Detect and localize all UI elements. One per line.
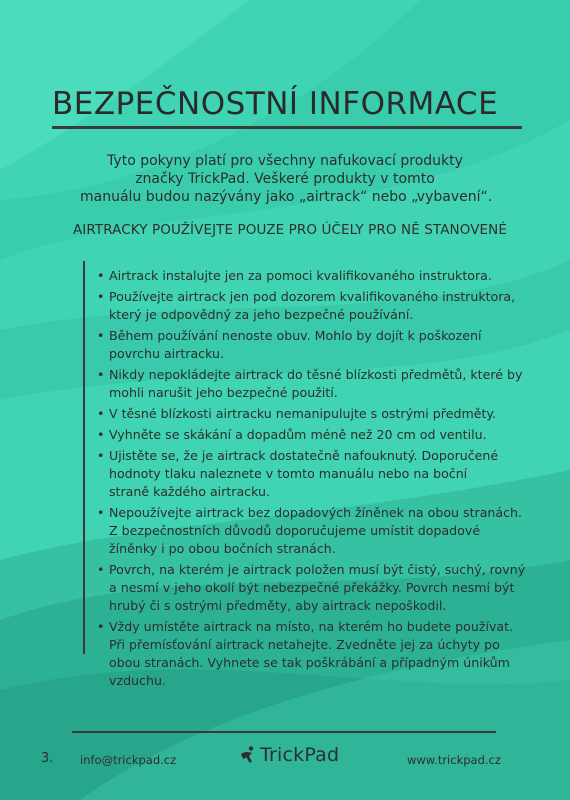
safety-rule-item <box>97 447 527 501</box>
bullet-marker: • <box>97 505 105 520</box>
intro-paragraph <box>80 152 493 206</box>
title-underline <box>52 126 522 129</box>
safety-rule-text: žíněnky i po obou bočních stranách. <box>109 541 336 556</box>
safety-rule-item <box>97 327 527 363</box>
logo-text: TrickPad <box>260 744 340 766</box>
safety-rule-item <box>97 504 527 558</box>
trickpad-logo <box>238 744 339 766</box>
safety-rule-text: obou stranách. Vyhnete se tak poškrábání a případným únikům <box>109 655 510 670</box>
safety-rule-text: Ujistěte se, že je airtrack dostatečně nafouknutý. Doporučené <box>109 448 499 463</box>
list-side-rule <box>83 261 85 654</box>
safety-rule-text: Povrch, na kterém je airtrack položen musí být čistý, suchý, rovný <box>109 562 526 577</box>
safety-rule-text: Během používání nenoste obuv. Mohlo by dojít k poškození <box>109 328 482 343</box>
trickpad-figure-icon <box>238 745 258 765</box>
footer-website: www.trickpad.cz <box>407 753 501 767</box>
safety-rules-list <box>97 267 527 693</box>
bullet-marker: • <box>97 328 105 343</box>
safety-rule-item <box>97 366 527 402</box>
safety-rule-text: Vyhněte se skákání a dopadům méně než 20 cm od ventilu. <box>109 427 487 442</box>
safety-rule-item <box>97 405 527 423</box>
safety-rule-text: hrubý či s ostrými předměty, aby airtrack nepoškodil. <box>109 598 447 613</box>
safety-rule-text: Při přemísťování airtrack netahejte. Zvedněte jej za úchyty po <box>109 637 500 652</box>
safety-rule-text: V těsné blízkosti airtracku nemanipulujte s ostrými předměty. <box>109 406 497 421</box>
safety-rule-text: straně každého airtracku. <box>109 484 271 499</box>
bullet-marker: • <box>97 268 105 283</box>
safety-rule-item <box>97 561 527 615</box>
bullet-marker: • <box>97 562 105 577</box>
footer-rule <box>72 731 496 733</box>
safety-rule-text: Nikdy nepokládejte airtrack do těsné blízkosti předmětů, které by <box>109 367 523 382</box>
page-title: BEZPEČNOSTNÍ INFORMACE <box>52 86 499 122</box>
safety-rule-text: Nepoužívejte airtrack bez dopadových žíněnek na obou stranách. <box>109 505 523 520</box>
safety-rule-text: který je odpovědný za jeho bezpečné používání. <box>109 307 414 322</box>
safety-rule-text: a nesmí v jeho okolí být nebezpečné překážky. Povrch nesmí být <box>109 580 515 595</box>
safety-rule-text: mohli narušit jeho bezpečné použití. <box>109 385 338 400</box>
safety-rule-text: Vždy umístěte airtrack na místo, na kterém ho budete používat. <box>109 619 514 634</box>
safety-rule-item <box>97 267 527 285</box>
safety-rule-text: Používejte airtrack jen pod dozorem kvalifikovaného instruktora, <box>109 289 516 304</box>
bullet-marker: • <box>97 367 105 382</box>
safety-rule-text: Airtrack instalujte jen za pomoci kvalifikovaného instruktora. <box>109 268 492 283</box>
intro-line: manuálu budou nazývány jako „airtrack“ nebo „vybavení“. <box>80 189 493 205</box>
page-number: 3. <box>41 751 54 766</box>
bullet-marker: • <box>97 289 105 304</box>
safety-rule-text: povrchu airtracku. <box>109 346 224 361</box>
bullet-marker: • <box>97 619 105 634</box>
intro-line: Tyto pokyny platí pro všechny nafukovací produkty <box>107 153 463 169</box>
section-heading: AIRTRACKY POUŽÍVEJTE POUZE PRO ÚČELY PRO NĚ STANOVENÉ <box>72 222 508 238</box>
safety-rule-text: vzduchu. <box>109 673 166 688</box>
safety-rule-item <box>97 618 527 690</box>
bullet-marker: • <box>97 448 105 463</box>
safety-rule-text: hodnoty tlaku naleznete v tomto manuálu nebo na boční <box>109 466 468 481</box>
safety-rule-text: Z bezpečnostních důvodů doporučujeme umístit dopadové <box>109 523 481 538</box>
safety-rule-item <box>97 288 527 324</box>
bullet-marker: • <box>97 406 105 421</box>
intro-line: značky TrickPad. Veškeré produkty v tomto <box>135 171 435 187</box>
footer-email: info@trickpad.cz <box>80 753 177 767</box>
safety-rule-item <box>97 426 527 444</box>
bullet-marker: • <box>97 427 105 442</box>
